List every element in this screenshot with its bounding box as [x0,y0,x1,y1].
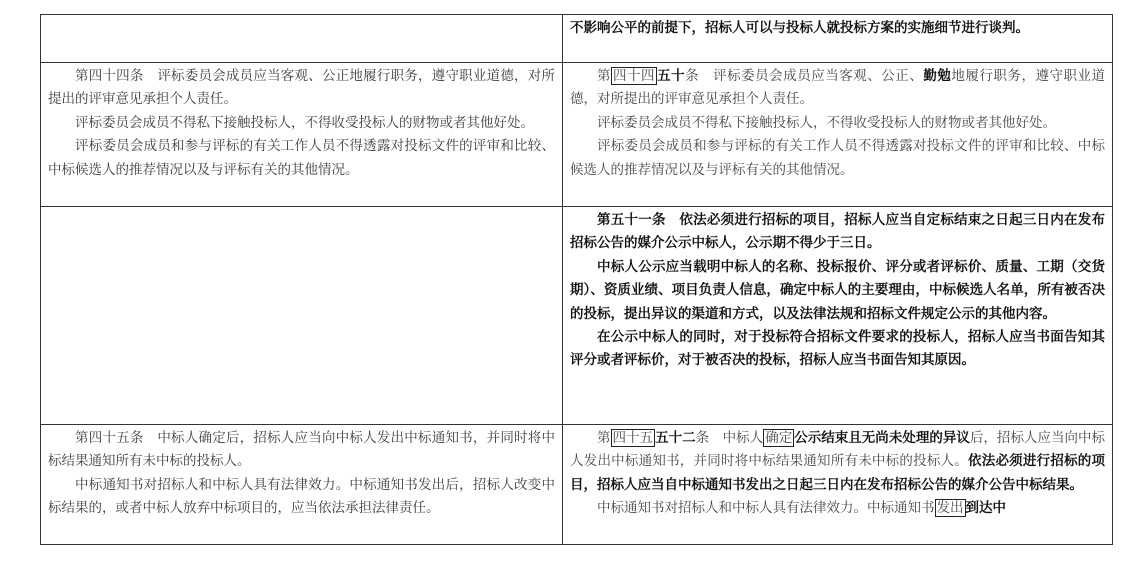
text-run: 地履行职务，遵守职业道德，对所提出的评审意见承担个人责任。 [570,68,1106,108]
paragraph [570,65,1105,112]
table-row [41,425,1113,545]
paragraph: 不影响公平的前提下，招标人可以与投标人就投标方案的实施细节进行谈判。 [570,20,1029,36]
revised-text-cell [563,63,1113,207]
inserted-text: 五十 [657,68,686,84]
inserted-text: 勤勉 [923,68,952,84]
deleted-text: 发出 [936,500,964,517]
deleted-text: 确定 [765,430,793,446]
text-run: 条 评标委员会成员应当客观、公正、 [685,68,924,84]
text-run: 第 [597,68,612,84]
text-run: 第 [597,430,611,446]
paragraph: 中标人公示应当载明中标人的名称、投标报价、评分或者评标价、质量、工期（交货期）、资质业绩、项目负责人信息，确定中标人的主要理由，中标候选人名单，所有被否决的投标，提出异议的渠道和方式，以及法律法规和招标文件规定公示的其他内容。 [570,258,1105,322]
table-row [41,207,1113,425]
revised-text-cell [563,207,1113,425]
original-text-cell [41,207,563,425]
original-text-cell [41,63,563,207]
inserted-text: 依法必须进行招标的项目，招标人应当自中标通知书发出之日起三日内在发布招标公告的媒介公告中标结果。 [570,453,1106,493]
paragraph: 在公示中标人的同时，对于投标符合招标文件要求的投标人，招标人应当书面告知其评分或者评标价，对于被否决的投标，招标人应当书面告知其原因。 [570,329,1105,369]
paragraph [570,427,1105,497]
paragraph: 评标委员会成员不得私下接触投标人，不得收受投标人的财物或者其他好处。 [597,114,1056,131]
table-row [41,63,1113,207]
paragraph: 第五十一条 依法必须进行招标的项目，招标人应当自定标结束之日起三日内在发布招标公告的媒介公示中标人，公示期不得少于三日。 [570,212,1105,252]
inserted-text: 到达中 [965,500,1006,517]
paragraph: 评标委员会成员不得私下接触投标人，不得收受投标人的财物或者其他好处。 [75,114,534,131]
paragraph: 评标委员会成员和参与评标的有关工作人员不得透露对投标文件的评审和比较、中标候选人的推荐情况以及与评标有关的其他情况。 [570,138,1105,178]
original-text-cell [41,15,563,63]
text-run: 条 中标人 [695,430,764,446]
deleted-text: 四十五 [612,430,654,446]
text-run: 中标通知书对招标人和中标人具有法律效力。中标通知书 [597,500,935,517]
deleted-text: 四十四 [613,68,656,84]
table-row [41,15,1113,63]
inserted-text: 公示结束且无尚未处理的异议 [794,430,970,446]
inserted-text: 五十二 [655,430,696,446]
paragraph: 第四十四条 评标委员会成员应当客观、公正地履行职务，遵守职业道德，对所提出的评审意见承担个人责任。 [48,68,555,108]
paragraph [570,497,1105,520]
paragraph: 第四十五条 中标人确定后，招标人应当向中标人发出中标通知书，并同时将中标结果通知所有未中标的投标人。 [48,430,555,470]
text-run: 后，招标人应当向中标人发出中标通知书，并同时将中标结果通知所有未中标的投标人。 [570,430,1106,470]
paragraph: 评标委员会成员和参与评标的有关工作人员不得透露对投标文件的评审和比较、中标候选人的推荐情况以及与评标有关的其他情况。 [48,138,555,178]
revised-text-cell [563,425,1113,545]
original-text-cell [41,425,563,545]
paragraph: 中标通知书对招标人和中标人具有法律效力。中标通知书发出后，招标人改变中标结果的，或者中标人放弃中标项目的，应当依法承担法律责任。 [48,476,555,517]
comparison-table [40,14,1113,545]
revised-text-cell [563,15,1113,63]
